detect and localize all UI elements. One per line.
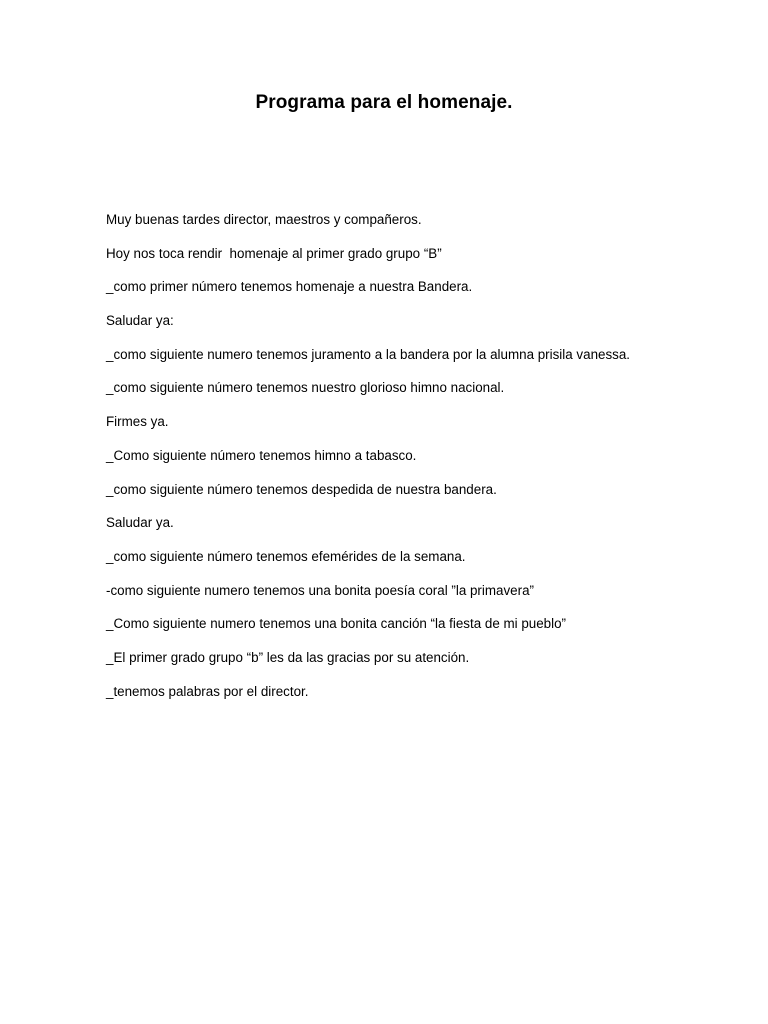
program-line: _como siguiente numero tenemos juramento a la bandera por la alumna prisila vanessa.	[106, 346, 631, 362]
program-line: Firmes ya.	[106, 414, 169, 430]
page-title: Programa para el homenaje.	[255, 92, 513, 113]
program-line: _El primer grado grupo “b” les da las gracias por su atención.	[106, 649, 470, 665]
program-line: Muy buenas tardes director, maestros y compañeros.	[106, 212, 422, 227]
program-line: _como siguiente número tenemos despedida de nuestra bandera.	[106, 481, 497, 497]
program-line: _Como siguiente número tenemos himno a tabasco.	[106, 447, 417, 463]
program-line: Hoy nos toca rendir homenaje al primer grado grupo “B”	[106, 245, 442, 261]
program-line: -como siguiente numero tenemos una bonita poesía coral ”la primavera”	[106, 582, 534, 598]
program-line: Saludar ya.	[106, 515, 174, 531]
program-line: _como siguiente número tenemos nuestro glorioso himno nacional.	[106, 380, 505, 396]
program-line: _Como siguiente numero tenemos una bonita canción “la fiesta de mi pueblo”	[106, 616, 567, 632]
program-line: _tenemos palabras por el director.	[106, 683, 309, 699]
program-line: Saludar ya:	[106, 313, 174, 329]
program-line: _como siguiente número tenemos efemérides de la semana.	[106, 548, 466, 564]
program-list	[106, 210, 746, 715]
program-line: _como primer número tenemos homenaje a nuestra Bandera.	[106, 279, 473, 295]
